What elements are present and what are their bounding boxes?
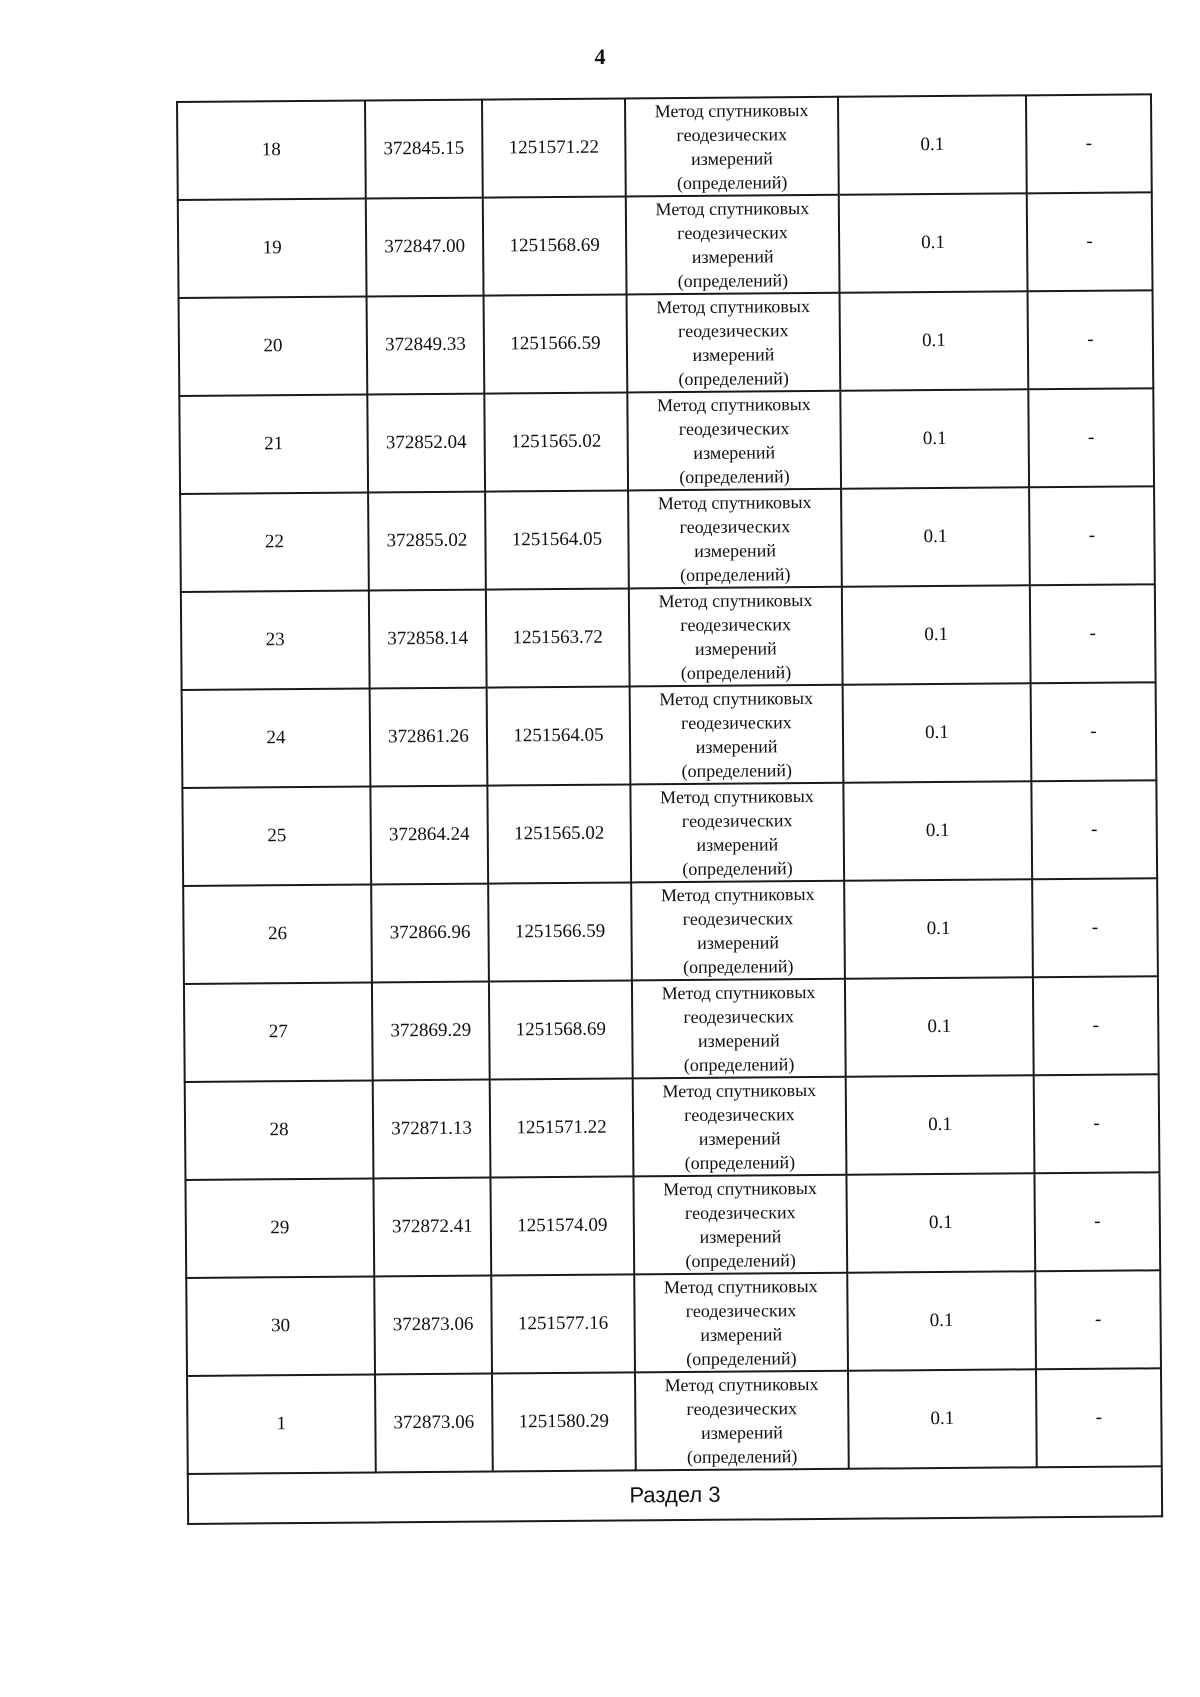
method-line: (определений) [678, 368, 789, 390]
method-line: Метод спутниковых [657, 492, 812, 514]
method-line: Метод спутниковых [658, 590, 813, 612]
table-row [186, 1270, 1161, 1376]
x-coordinate-cell: 372855.02 [368, 492, 486, 591]
method-line: измерений [696, 834, 779, 855]
point-number-cell: 25 [182, 786, 371, 885]
method-line: геодезических [685, 1300, 797, 1322]
note-cell: - [1028, 388, 1154, 487]
accuracy-cell: 0.1 [845, 977, 1034, 1076]
method-line: измерений [701, 1422, 783, 1443]
x-coordinate-cell: 372871.13 [373, 1080, 491, 1179]
method-line: измерений [695, 736, 778, 757]
method-line: Метод спутниковых [660, 884, 815, 906]
table-row [182, 780, 1157, 886]
accuracy-cell: 0.1 [846, 1173, 1035, 1272]
y-coordinate-cell: 1251566.59 [484, 294, 628, 393]
page-number: 4 [594, 44, 606, 69]
method-cell [633, 1077, 847, 1177]
y-coordinate-cell: 1251566.59 [488, 882, 632, 981]
method-line: Метод спутниковых [661, 982, 816, 1004]
method-line: Метод спутниковых [656, 296, 811, 318]
method-line: Метод спутниковых [659, 688, 814, 710]
accuracy-cell: 0.1 [844, 879, 1033, 978]
accuracy-cell: 0.1 [843, 683, 1032, 782]
table-row [182, 682, 1157, 788]
accuracy-cell: 0.1 [847, 1271, 1036, 1370]
y-coordinate-cell: 1251574.09 [490, 1176, 634, 1275]
method-line: (определений) [677, 270, 789, 292]
method-line: геодезических [686, 1398, 798, 1420]
y-coordinate-cell: 1251580.29 [492, 1372, 636, 1471]
method-cell [628, 489, 842, 589]
x-coordinate-cell: 372847.00 [366, 198, 484, 297]
table-row [179, 290, 1154, 396]
note-cell: - [1031, 682, 1157, 781]
accuracy-cell: 0.1 [839, 193, 1028, 292]
note-cell: - [1034, 1172, 1160, 1271]
x-coordinate-cell: 372864.24 [370, 786, 488, 885]
note-cell: - [1026, 94, 1152, 193]
x-coordinate-cell: 372873.06 [374, 1276, 492, 1375]
x-coordinate-cell: 372873.06 [375, 1374, 493, 1473]
method-cell [629, 587, 843, 687]
method-line: измерений [697, 932, 780, 953]
y-coordinate-cell: 1251564.05 [487, 686, 631, 785]
method-line: геодезических [681, 810, 793, 832]
method-cell [635, 1371, 849, 1471]
note-cell: - [1034, 1074, 1160, 1173]
y-coordinate-cell: 1251571.22 [490, 1078, 634, 1177]
method-line: (определений) [681, 760, 793, 782]
x-coordinate-cell: 372852.04 [367, 394, 485, 493]
accuracy-cell: 0.1 [843, 781, 1032, 880]
method-line: геодезических [681, 712, 792, 734]
method-line: измерений [698, 1128, 781, 1149]
y-coordinate-cell: 1251564.05 [485, 490, 629, 589]
point-number-cell: 26 [183, 884, 372, 983]
method-line: (определений) [683, 1054, 795, 1076]
table-row [179, 388, 1154, 494]
x-coordinate-cell: 372869.29 [372, 982, 490, 1081]
point-number-cell: 30 [186, 1276, 375, 1375]
accuracy-cell: 0.1 [840, 291, 1029, 390]
method-line: (определений) [684, 1152, 796, 1174]
method-cell [631, 881, 845, 981]
method-line: измерений [694, 540, 777, 561]
method-cell [632, 979, 846, 1079]
method-line: геодезических [678, 418, 790, 440]
method-cell [630, 783, 844, 883]
table-row [177, 94, 1152, 200]
note-cell: - [1035, 1270, 1161, 1369]
method-line: Метод спутниковых [654, 100, 809, 122]
point-number-cell: 19 [178, 199, 367, 298]
method-line: геодезических [683, 1006, 795, 1028]
y-coordinate-cell: 1251568.69 [483, 196, 627, 295]
method-cell [627, 293, 841, 393]
method-cell [625, 97, 839, 197]
method-line: геодезических [684, 1202, 796, 1224]
method-line: измерений [697, 1030, 780, 1051]
note-cell: - [1031, 780, 1157, 879]
method-line: Метод спутниковых [655, 198, 810, 220]
method-cell [626, 195, 840, 295]
y-coordinate-cell: 1251571.22 [482, 98, 626, 197]
y-coordinate-cell: 1251563.72 [486, 588, 630, 687]
method-cell [630, 685, 844, 785]
method-line: (определений) [679, 466, 790, 488]
note-cell: - [1027, 192, 1153, 291]
method-line: (определений) [685, 1250, 796, 1272]
point-number-cell: 21 [179, 395, 368, 494]
method-line: (определений) [682, 858, 793, 880]
y-coordinate-cell: 1251568.69 [489, 980, 633, 1079]
note-cell: - [1032, 878, 1158, 977]
x-coordinate-cell: 372845.15 [365, 100, 483, 199]
method-line: Метод спутниковых [662, 1080, 817, 1102]
method-line: геодезических [682, 908, 794, 930]
method-cell [633, 1175, 847, 1275]
table-row [180, 486, 1155, 592]
coordinates-table [176, 93, 1163, 1525]
method-line: измерений [691, 246, 774, 267]
y-coordinate-cell: 1251565.02 [484, 392, 628, 491]
table-row [178, 192, 1153, 298]
method-line: (определений) [679, 564, 791, 586]
x-coordinate-cell: 372872.41 [373, 1178, 491, 1277]
x-coordinate-cell: 372849.33 [367, 296, 485, 395]
accuracy-cell: 0.1 [841, 487, 1030, 586]
method-line: измерений [694, 638, 777, 659]
method-line: измерений [700, 1324, 783, 1345]
table-row [181, 584, 1156, 690]
method-line: геодезических [679, 516, 791, 538]
method-line: измерений [692, 344, 775, 365]
point-number-cell: 23 [181, 591, 370, 690]
method-line: Метод спутниковых [660, 786, 814, 808]
section-label: Раздел 3 [188, 1466, 1162, 1524]
method-line: Метод спутниковых [663, 1178, 817, 1200]
note-cell: - [1033, 976, 1159, 1075]
accuracy-cell: 0.1 [840, 389, 1029, 488]
x-coordinate-cell: 372858.14 [369, 590, 487, 689]
method-line: Метод спутниковых [656, 394, 811, 416]
method-line: (определений) [686, 1348, 797, 1370]
note-cell: - [1028, 290, 1154, 389]
method-line: геодезических [677, 320, 789, 342]
table-row [184, 976, 1159, 1082]
method-line: измерений [699, 1226, 782, 1247]
accuracy-cell: 0.1 [846, 1075, 1035, 1174]
accuracy-cell: 0.1 [838, 95, 1027, 194]
note-cell: - [1030, 584, 1156, 683]
method-line: геодезических [684, 1104, 795, 1126]
method-line: геодезических [677, 222, 788, 244]
table-row [183, 878, 1158, 984]
method-line: (определений) [676, 172, 788, 194]
method-line: Метод спутниковых [663, 1275, 818, 1298]
method-cell [634, 1273, 848, 1373]
y-coordinate-cell: 1251565.02 [487, 784, 631, 883]
point-number-cell: 20 [179, 297, 368, 396]
x-coordinate-cell: 372861.26 [370, 688, 488, 787]
x-coordinate-cell: 372866.96 [371, 884, 489, 983]
method-line: измерений [691, 148, 773, 169]
point-number-cell: 18 [177, 101, 366, 200]
point-number-cell: 29 [185, 1178, 374, 1277]
accuracy-cell: 0.1 [848, 1369, 1037, 1468]
method-line: измерений [693, 442, 776, 463]
method-line: (определений) [680, 662, 792, 684]
method-line: геодезических [680, 614, 792, 636]
method-line: (определений) [686, 1446, 798, 1468]
method-line: Метод спутниковых [664, 1373, 819, 1396]
method-line: (определений) [683, 956, 794, 978]
point-number-cell: 22 [180, 493, 369, 592]
y-coordinate-cell: 1251577.16 [491, 1274, 635, 1373]
section-row [188, 1466, 1162, 1524]
accuracy-cell: 0.1 [842, 585, 1031, 684]
point-number-cell: 1 [187, 1374, 376, 1473]
note-cell: - [1029, 486, 1155, 585]
method-line: геодезических [676, 124, 788, 146]
note-cell: - [1036, 1368, 1162, 1467]
point-number-cell: 24 [182, 688, 371, 787]
table-row [185, 1172, 1160, 1278]
table-row [185, 1074, 1160, 1180]
point-number-cell: 28 [185, 1080, 374, 1179]
method-cell [627, 391, 841, 491]
point-number-cell: 27 [184, 982, 373, 1081]
table-row [187, 1368, 1162, 1474]
